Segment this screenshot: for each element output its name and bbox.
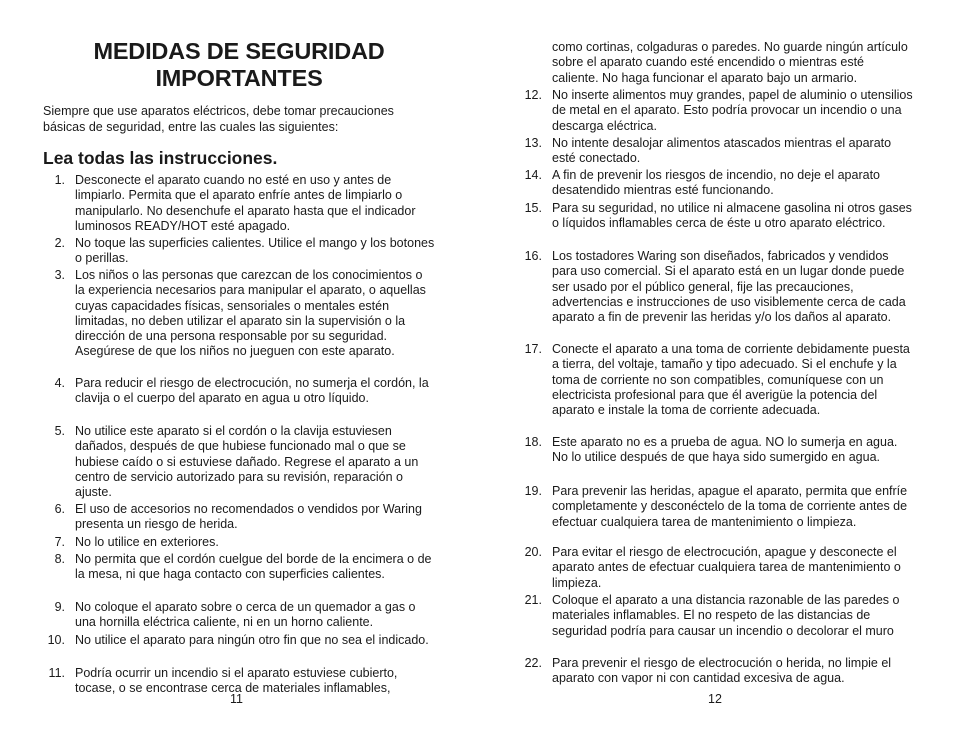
item-number: 1. [54, 173, 65, 187]
item-text: El uso de accesorios no recomendados o vendidos por Waring presenta un riesgo de herida. [75, 502, 422, 532]
item-text: Los niños o las personas que carezcan de los conocimientos o la experiencia necesarios para manipular el aparato, o aquellas cuyas capacidades físicas, sensoriales o mentales estén limitadas, no deben utilizar el aparato sin la supervisión o la dirección de una persona responsable por su seguridad. Asegúrese de que los niños no jueguen con este aparato. [75, 268, 426, 359]
item-number: 22. [524, 656, 542, 670]
item-text: Desconecte el aparato cuando no esté en uso y antes de limpiarlo. Permita que el aparato enfríe antes de limpiarlo o manipularlo. No desenchufe el aparato hasta que el indicador luminosos READY/HOT esté apagado. [75, 173, 416, 233]
item-text: No utilice este aparato si el cordón o la clavija estuviesen dañados, después de que hubiese funcionado mal o que se hubiese caído o si estuviese dañado. Regrese el aparato a un centro de servicio autorizado para su revisión, reparación o ajuste. [75, 424, 419, 500]
item-text: Los tostadores Waring son diseñados, fabricados y vendidos para uso comercial. Si el aparato está en un lugar donde puede ser usado por el público general, fije las precauciones, advertencias e instrucciones de uso visiblemente cerca de cada aparato a fin de prevenir las heridas y/o los daños al aparato. [552, 249, 906, 325]
item-text: No utilice el aparato para ningún otro fin que no sea el indicado. [75, 633, 429, 647]
item-number: 8. [54, 552, 65, 566]
item-number: 3. [54, 268, 65, 282]
item-number: 21. [524, 593, 542, 607]
item-text: No lo utilice en exteriores. [75, 535, 219, 549]
item-text: Coloque el aparato a una distancia razonable de las paredes o materiales inflamables. El no respeto de las distancias de seguridad podría para causar un incendio o decolorar el muro [552, 593, 900, 638]
item-text: Para prevenir las heridas, apague el aparato, permita que enfríe completamente y desconéctelo de la toma de corriente antes de efectuar cualquiera tarea de mantenimiento o limpieza. [552, 484, 908, 529]
item-number: 18. [524, 435, 542, 449]
item-text: No inserte alimentos muy grandes, papel de aluminio o utensilios de metal en el aparato. Esto podría provocar un incendio o una descarga eléctrica. [552, 88, 913, 133]
item-number: 17. [524, 342, 542, 356]
item-number: 6. [54, 502, 65, 516]
item-text: Este aparato no es a prueba de agua. NO lo sumerja en agua. No lo utilice después de que haya sido sumergido en agua. [552, 435, 898, 465]
item-text: Para prevenir el riesgo de electrocución o herida, no limpie el aparato con vapor ni con cantidad excesiva de agua. [552, 656, 892, 686]
page-title: MEDIDAS DE SEGURIDAD IMPORTANTES [93, 38, 385, 91]
continuation-text: como cortinas, colgaduras o paredes. No guarde ningún artículo sobre el aparato cuando esté encendido o mientras esté caliente. No haga funcionar el aparato bajo un armario. [552, 40, 908, 85]
intro-paragraph: Siempre que use aparatos eléctricos, debe tomar precauciones básicas de seguridad, entre las cuales las siguientes: [43, 104, 394, 134]
item-number: 4. [54, 376, 65, 390]
item-number: 15. [524, 201, 542, 215]
item-number: 5. [54, 424, 65, 438]
page-number-right: 12 [708, 692, 722, 706]
item-text: Conecte el aparato a una toma de corriente debidamente puesta a tierra, del voltaje, tamaño y tipo adecuado. Si el enchufe y la toma de corriente no son compatibles, comuníquese con un electricista profesional para que él averigüe la potencia del aparato e instale la toma de corriente adecuada. [552, 342, 910, 418]
item-text: No coloque el aparato sobre o cerca de un quemador a gas o una hornilla eléctrica caliente, ni en un horno caliente. [75, 600, 416, 630]
item-number: 10. [47, 633, 65, 647]
item-number: 7. [54, 535, 65, 549]
item-text: Podría ocurrir un incendio si el aparato estuviese cubierto, tocase, o se encontrase cerca de materiales inflamables, [75, 666, 398, 696]
item-number: 16. [524, 249, 542, 263]
section-heading: Lea todas las instrucciones. [43, 148, 278, 168]
item-number: 19. [524, 484, 542, 498]
item-text: A fin de prevenir los riesgos de incendio, no deje el aparato desatendido mientras esté funcionando. [552, 168, 880, 198]
item-number: 20. [524, 545, 542, 559]
item-number: 13. [524, 136, 542, 150]
item-text: Para su seguridad, no utilice ni almacene gasolina ni otros gases o líquidos inflamables cerca de éste u otro aparato eléctrico. [552, 201, 912, 231]
item-text: No toque las superficies calientes. Utilice el mango y los botones o perillas. [75, 236, 435, 266]
item-number: 9. [54, 600, 65, 614]
item-text: No intente desalojar alimentos atascados mientras el aparato esté conectado. [552, 136, 892, 166]
item-text: No permita que el cordón cuelgue del borde de la encimera o de la mesa, ni que haga contacto con superficies calientes. [75, 552, 432, 582]
page-number-left: 11 [230, 692, 243, 706]
item-text: Para evitar el riesgo de electrocución, apague y desconecte el aparato antes de efectuar cualquiera tarea de mantenimiento o limpieza. [552, 545, 901, 590]
item-number: 12. [524, 88, 542, 102]
item-text: Para reducir el riesgo de electrocución, no sumerja el cordón, la clavija o el cuerpo del aparato en agua u otro líquido. [75, 376, 429, 406]
item-number: 11. [48, 666, 65, 680]
item-number: 2. [54, 236, 65, 250]
item-number: 14. [524, 168, 542, 182]
